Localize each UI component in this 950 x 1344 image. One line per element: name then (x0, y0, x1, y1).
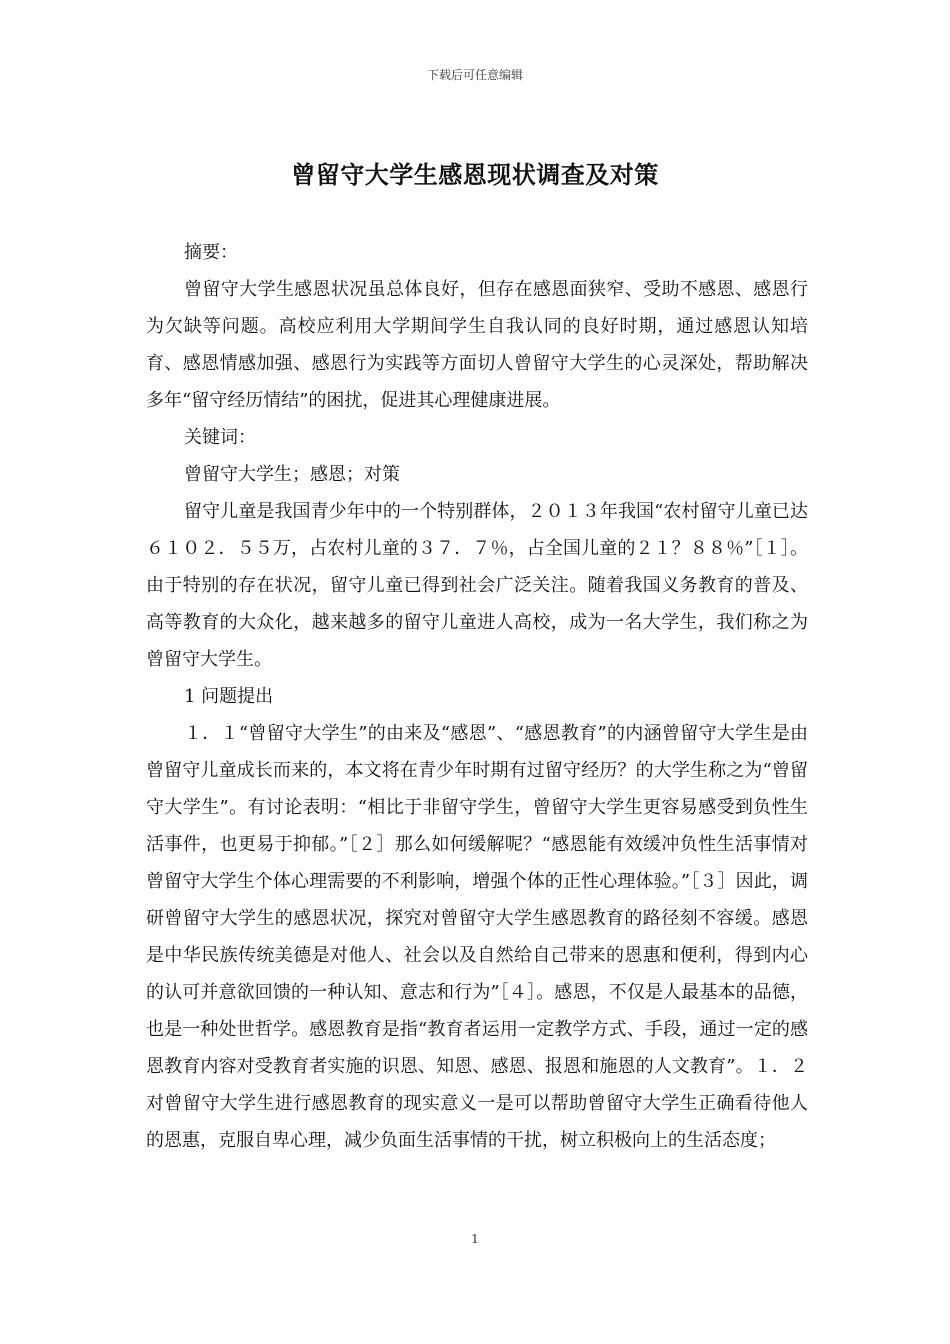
abstract-text: 曾留守大学生感恩状况虽总体良好，但存在感恩面狭窄、受助不感恩、感恩行为欠缺等问题。高校应利用大学期间学生自我认同的良好时期，通过感恩认知培育、感恩情感加强、感恩行为实践等方面切人曾留守大学生的心灵深处，帮助解决多年“留守经历情结”的困扰，促进其心理健康进展。 (146, 279, 808, 411)
page-header-note: 下载后可任意编辑 (426, 68, 523, 82)
keywords-text: 曾留守大学生；感恩；对策 (184, 464, 400, 485)
keywords-heading: 关键词： (184, 427, 256, 448)
abstract-heading: 摘要： (184, 242, 238, 263)
section-paragraph: １．１“曾留守大学生”的由来及“感恩”、“感恩教育”的内涵曾留守大学生是由曾留守儿童成长而来的，本文将在青少年时期有过留守经历？的大学生称之为“曾留守大学生”。有讨论表明：“相比于非留守学生，曾留守大学生更容易感受到负性生活事件，也更易于抑郁。”［２］那么如何缓解呢？“感恩能有效缓冲负性生活事情对曾留守大学生个体心理需要的不利影响，增强个体的正性心理体验。”［３］因此，调研曾留守大学生的感恩状况，探究对曾留守大学生感恩教育的路径刻不容缓。感恩是中华民族传统美德是对他人、社会以及自然给自己带来的恩惠和便利，得到内心的认可并意欲回馈的一种认知、意志和行为”［４］。感恩，不仅是人最基本的品德，也是一种处世哲学。感恩教育是指“教育者运用一定教学方式、手段，通过一定的感恩教育内容对受教育者实施的识恩、知恩、感恩、报恩和施恩的人文教育”。１．２对曾留守大学生进行感恩教育的现实意义一是可以帮助曾留守大学生正确看待他人的恩惠，克服自卑心理，减少负面生活事情的干扰，树立积极向上的生活态度； (146, 723, 808, 1151)
page-number: 1 (471, 1232, 479, 1246)
document-title: 曾留守大学生感恩现状调查及对策 (291, 160, 659, 189)
section-heading: 1 问题提出 (184, 686, 274, 707)
intro-paragraph: 留守儿童是我国青少年中的一个特别群体，２０１３年我国“农村留守儿童已达６１０２．５５万，占农村儿童的３７．７％，占全国儿童的２１？８８％”［１］。由于特别的存在状况，留守儿童已得到社会广泛关注。随着我国义务教育的普及、高等教育的大众化，越来越多的留守儿童进人高校，成为一名大学生，我们称之为曾留守大学生。 (146, 501, 808, 670)
document-body (146, 234, 808, 1159)
